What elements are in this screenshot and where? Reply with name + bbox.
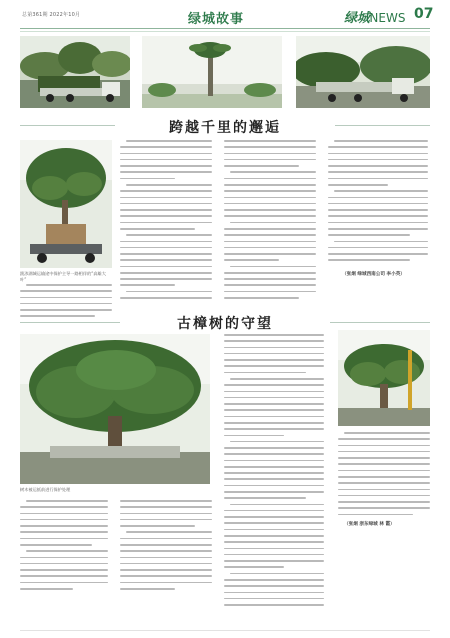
article1-byline: （张炯 绿城西南公司 李小英）	[342, 272, 405, 277]
headline-rule-right	[335, 125, 430, 126]
crated-tree-photo	[20, 140, 112, 268]
article2-col-3	[224, 334, 324, 624]
headline2-rule-right	[330, 322, 430, 323]
article2-col-2	[120, 500, 212, 624]
article1-photo-right	[296, 36, 430, 108]
logo-main: 绿城	[344, 11, 370, 26]
article2-byline: （张炯 浙东绿城 林 霞）	[344, 522, 395, 527]
article2-photo-caption: 树木被运抵前进行保护处理	[20, 487, 71, 492]
page-number: 07	[414, 6, 434, 22]
truck-tree-photo	[20, 36, 130, 108]
article1-title: 跨越千里的邂逅	[169, 120, 281, 136]
section-title: 绿城故事	[188, 12, 245, 27]
article1-col-2	[120, 140, 212, 308]
camphor-tree-photo	[20, 334, 210, 484]
footer-divider	[20, 630, 430, 631]
article1-photo-palm	[142, 36, 282, 108]
article1-photo-large	[20, 36, 130, 108]
article2-col-4	[338, 432, 430, 524]
logo-news: NEWS	[369, 11, 406, 25]
header-divider	[20, 28, 430, 29]
crane-lift-photo	[338, 330, 430, 426]
article1-col-3	[224, 140, 316, 308]
newspaper-logo	[344, 7, 405, 26]
truck-transport-photo	[296, 36, 430, 108]
palm-tree-photo	[142, 36, 282, 108]
article2-col-1	[20, 500, 108, 624]
article1-photo-crate	[20, 140, 112, 268]
issue-info: 总第361期 2022年10月	[22, 12, 81, 18]
header-divider-secondary	[20, 31, 430, 32]
article1-col-4	[328, 140, 428, 268]
article1-photo-caption: 跋涉湖城运输途中保护主导一路相伴的“高雄大叶”	[20, 271, 106, 282]
article2-photo-right	[338, 330, 430, 426]
article2-title: 古樟树的守望	[177, 316, 273, 332]
article2-photo-large	[20, 334, 210, 484]
